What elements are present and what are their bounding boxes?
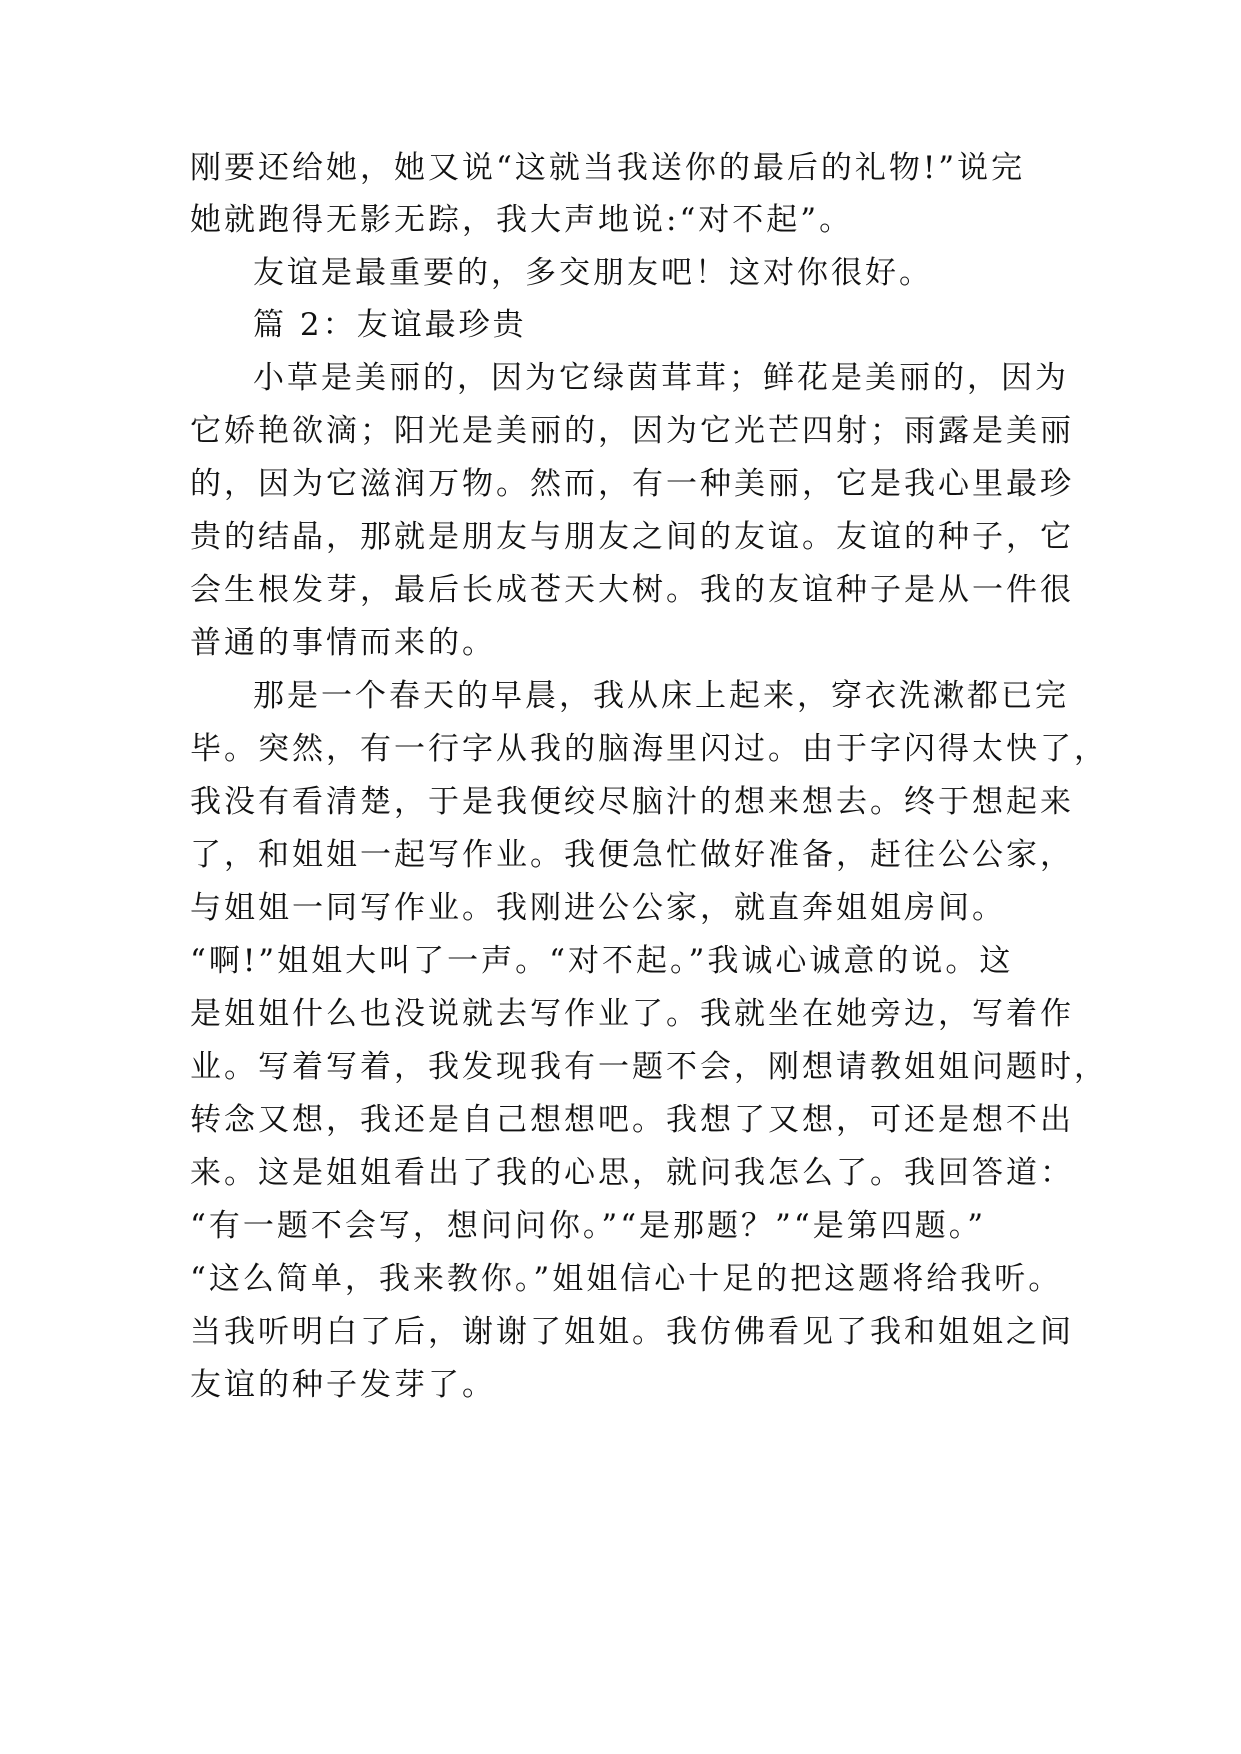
text-line: 那是一个春天的早晨，我从床上起来，穿衣洗漱都已完 [253, 678, 1069, 714]
text-line: 友谊的种子发芽了。 [190, 1367, 496, 1403]
text-line: “有一题不会写，想问问你。”“是那题？”“是第四题。” [190, 1208, 987, 1244]
text-line: 业。写着写着，我发现我有一题不会，刚想请教姐姐问题时， [190, 1049, 1108, 1085]
text-line: 刚要还给她，她又说“这就当我送你的最后的礼物!”说完 [190, 150, 1026, 186]
text-line: 普通的事情而来的。 [190, 625, 496, 661]
text-line: 的，因为它滋润万物。然而，有一种美丽，它是我心里最珍 [190, 466, 1074, 502]
text-line: 我没有看清楚，于是我便绞尽脑汁的想来想去。终于想起来 [190, 784, 1074, 820]
text-line: 它娇艳欲滴；阳光是美丽的，因为它光芒四射；雨露是美丽 [190, 413, 1074, 449]
text-line: 小草是美丽的，因为它绿茵茸茸；鲜花是美丽的，因为 [253, 360, 1069, 396]
text-line: 友谊是最重要的，多交朋友吧！这对你很好。 [253, 255, 933, 291]
text-line: 是姐姐什么也没说就去写作业了。我就坐在她旁边，写着作 [190, 996, 1074, 1032]
text-line: “啊!”姐姐大叫了一声。“对不起。”我诚心诚意的说。这 [190, 943, 1014, 979]
text-line: 转念又想，我还是自己想想吧。我想了又想，可还是想不出 [190, 1102, 1074, 1138]
text-line: 她就跑得无影无踪，我大声地说:“对不起”。 [190, 202, 854, 238]
text-line: 贵的结晶，那就是朋友与朋友之间的友谊。友谊的种子，它 [190, 519, 1074, 555]
text-line: 与姐姐一同写作业。我刚进公公家，就直奔姐姐房间。 [190, 890, 1006, 926]
section-heading: 篇 2：友谊最珍贵 [253, 307, 527, 343]
text-line: 当我听明白了后，谢谢了姐姐。我仿佛看见了我和姐姐之间 [190, 1314, 1074, 1350]
text-line: 会生根发芽，最后长成苍天大树。我的友谊种子是从一件很 [190, 572, 1074, 608]
text-line: “这么简单，我来教你。”姐姐信心十足的把这题将给我听。 [190, 1261, 1063, 1297]
text-line: 了，和姐姐一起写作业。我便急忙做好准备，赶往公公家， [190, 837, 1074, 873]
text-line: 来。这是姐姐看出了我的心思，就问我怎么了。我回答道： [190, 1155, 1074, 1191]
text-line: 毕。突然，有一行字从我的脑海里闪过。由于字闪得太快了， [190, 731, 1108, 767]
